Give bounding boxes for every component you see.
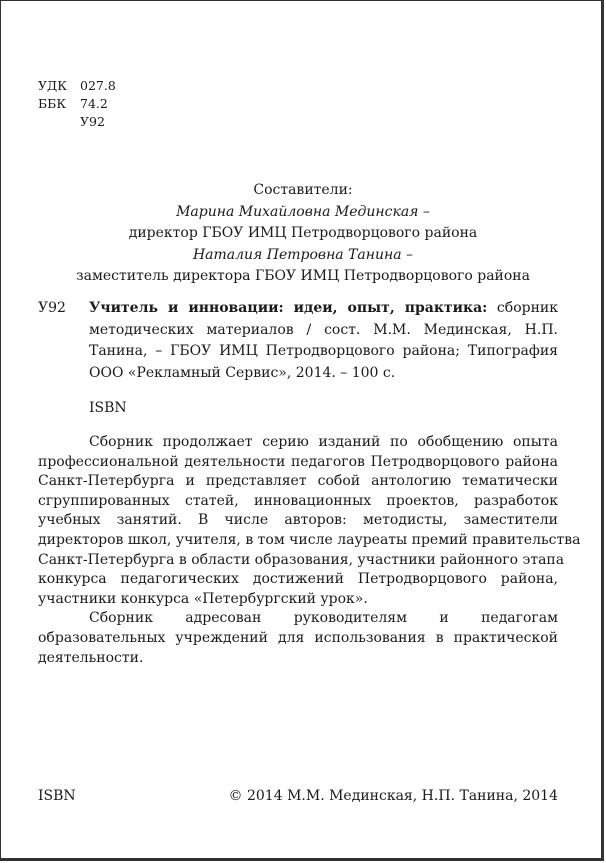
- abstract-line: Сборник продолжает серию изданий по обобщению опыта: [89, 434, 558, 450]
- bibliographic-line-2: методических материалов / сост. М.М. Мединская, Н.П.: [89, 321, 558, 338]
- udk-row: [38, 77, 116, 95]
- bibliographic-description: [89, 298, 558, 384]
- compiler-1-role: директор ГБОУ ИМЦ Петродворцового района: [128, 225, 478, 241]
- abstract-line: директоров школ, учителя, в том числе лауреаты премий правительства: [38, 531, 581, 548]
- abstract-line: участники конкурса «Петербургский урок».: [38, 590, 368, 607]
- compiler-2-name: Наталия Петровна Танина –: [192, 246, 414, 263]
- abstract-line: сгруппированных статей, инновационных проектов, разработок: [38, 492, 558, 509]
- compiler-1-name: Марина Михайловна Мединская –: [176, 203, 430, 220]
- compilers-heading: Составители:: [253, 182, 353, 198]
- abstract-line: профессиональной деятельности педагогов Петродворцового района: [38, 453, 558, 470]
- compilers-block: [1, 180, 605, 288]
- abstract-line: Сборник адресован руководителям и педагогам: [89, 610, 558, 627]
- bibliographic-line-1: [89, 298, 558, 320]
- bibliographic-line-1-rest: сборник: [487, 300, 558, 316]
- bbk-value: 74.2: [80, 96, 108, 111]
- isbn-label-middle: ISBN: [89, 400, 127, 416]
- abstract-line: деятельности.: [38, 649, 144, 666]
- footer: [38, 786, 558, 807]
- compiler-2-role: заместитель директора ГБОУ ИМЦ Петродворцового района: [76, 268, 530, 284]
- copyright-notice: © 2014 М.М. Мединская, Н.П. Танина, 2014: [228, 788, 558, 804]
- udk-value: 027.8: [80, 78, 116, 93]
- abstract-line: образовательных учреждений для использования в практической: [38, 629, 558, 646]
- author-mark-row: [38, 113, 116, 131]
- bibliographic-code: У92: [38, 300, 66, 316]
- bibliographic-line-4: ООО «Рекламный Сервис», 2014. – 100 с.: [89, 364, 396, 381]
- abstract-line: Санкт-Петербурга и представляет собой антологию тематически: [38, 473, 558, 490]
- book-title: Учитель и инновации: идеи, опыт, практика:: [89, 300, 488, 316]
- abstract-line: учебных занятий. В числе авторов: методисты, заместители: [38, 512, 558, 529]
- bbk-row: [38, 95, 116, 113]
- bibliographic-line-3: Танина, – ГБОУ ИМЦ Петродворцового района; Типография: [89, 343, 558, 359]
- udk-label: УДК: [38, 78, 67, 93]
- bbk-label: ББК: [38, 96, 67, 111]
- classification-block: [38, 77, 116, 131]
- isbn-label-footer: ISBN: [38, 788, 76, 804]
- abstract-block: [38, 433, 581, 668]
- abstract-line: конкурса педагогических достижений Петродворцового района,: [38, 571, 558, 588]
- abstract-line: Санкт-Петербурга в области образования, участники районного этапа: [38, 551, 565, 568]
- author-mark: У92: [80, 114, 105, 129]
